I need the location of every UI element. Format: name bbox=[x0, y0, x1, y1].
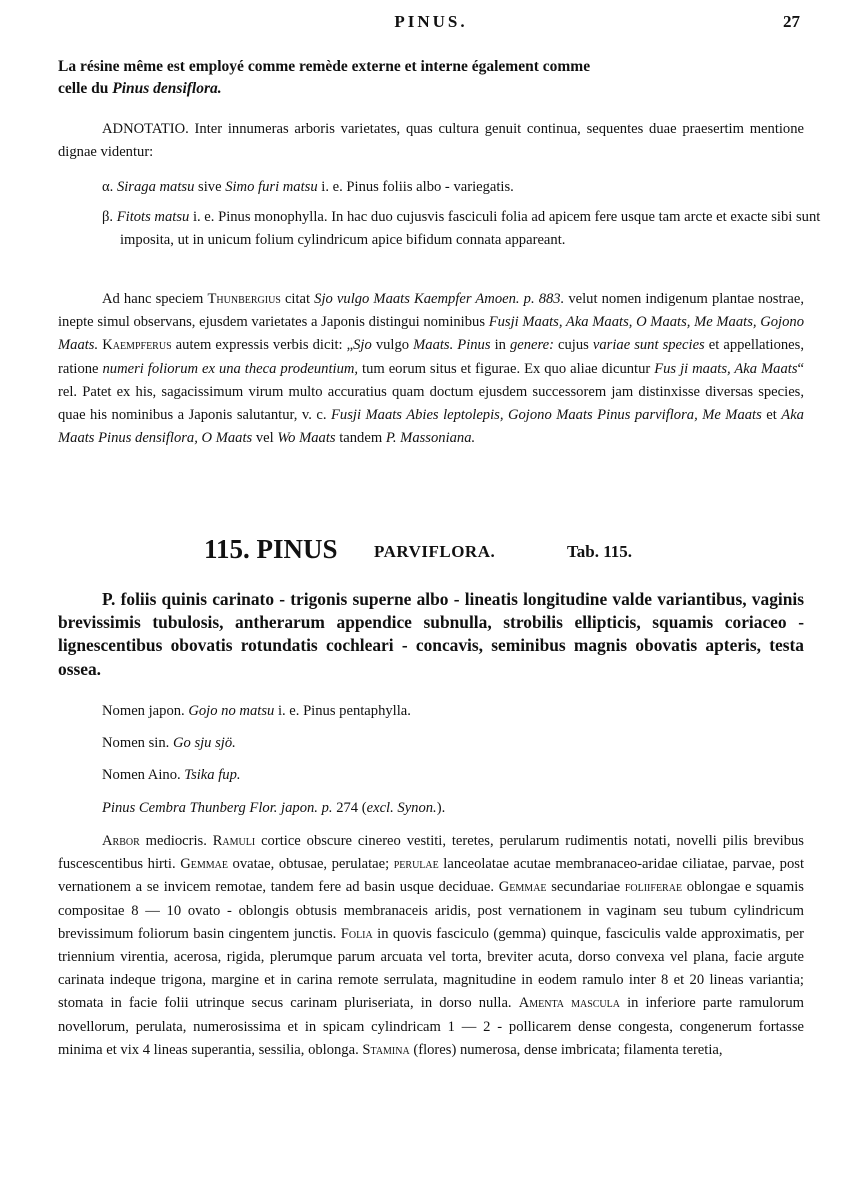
thunberg-paragraph: Ad hanc speciem Thunbergius citat Sjo vulgo Maats Kaempfer Amoen. p. 883. velut nomen indigenum plantae nostrae, inepte simul observans, ejusdem varietates a Japonis distingui nominibus Fusji Maats, Aka Maats, O Maats, Me Maats, Gojono Maats. Kaempferus autem expressis verbis dicit: „Sjo vulgo Maats. Pinus in genere: cujus variae sunt species et appellationes, ratione numeri foliorum ex una theca prodeuntium, tum eorum situs et figurae. Ex quo aliae dicuntur Fus ji maats, Aka Maats“ rel. Patet ex his, sagacissimum virum multo accuratius quam doctum ejusdem successorem jam distinxisse diversas species, quae his nominibus a Japonis salutantur, v. c. Fusji Maats Abies leptolepis, Gojono Maats Pinus parviflora, Me Maats et Aka Maats Pinus densiflora, O Maats vel Wo Maats tandem P. Massoniana. bbox=[58, 291, 804, 447]
plate-reference: Tab. 115. bbox=[567, 542, 633, 561]
intro-paragraph bbox=[58, 56, 804, 100]
name-japanese: Nomen japon. Gojo no matsu i. e. Pinus pentaphylla. bbox=[102, 703, 411, 719]
author-kaempferus: Kaempferus bbox=[102, 337, 172, 354]
synonym-citation: Pinus Cembra Thunberg Flor. japon. p. 274 (excl. Synon.). bbox=[102, 800, 446, 816]
species-heading bbox=[0, 534, 862, 568]
adnotatio-lead: ADNOTATIO. bbox=[102, 121, 189, 137]
diagnosis-paragraph: P. foliis quinis carinato - trigonis superne albo - lineatis longitudine valde variantibus, vaginis brevissimis tubulosis, antherarum appendice subnulla, strobilis ellipticis, squamis coriaceo - lignescentibus obovatis rotundatis cochleari - concavis, seminibus magnis obovatis apteris, testa ossea. bbox=[58, 589, 804, 679]
intro-line-1: La résine même est employé comme remède externe et interne également comme bbox=[58, 58, 591, 75]
term-ramuli: Ramuli bbox=[212, 833, 256, 849]
running-header bbox=[0, 12, 862, 36]
term-stamina: Stamina bbox=[362, 1041, 410, 1058]
variety-beta-label: β. bbox=[102, 209, 114, 225]
term-perulae: perulae bbox=[393, 856, 439, 873]
variety-alpha: α. Siraga matsu sive Simo furi matsu i. e. Pinus foliis albo - variegatis. bbox=[102, 179, 514, 195]
description-paragraph: Arbor mediocris. Ramuli cortice obscure cinereo vestiti, teretes, perularum rudimentis notati, novelli pilis brevibus fuscescentibus hirti. Gemmae ovatae, obtusae, perulatae; perulae lanceolatae acutae membranaceo-aridae ciliatae, parvae, post vernationem a se invicem remotae, tandem fere ad basin usque deciduae. Gemmae secundariae foliiferae oblongae e squamis compositae 8 — 10 ovato - oblongis obtusis membranaceis aridis, post vernationem in vaginam seu tubum cylindricum brevissimum foliorum basin cingentem junctis. Folia in quovis fasciculo (gemma) quinque, fasciculis valde approximatis, per triennium virentia, acerosa, rigida, plerumque parum arcuata vel torta, breviter acuta, dorso convexa vel plana, facie argute carinata indeque trigona, margine et in carina remote serrulata, magnitudine in eodem ramulo inter 8 et 20 lineas variantia; stomata in facie folii utrinque secus carinam pluriseriata, in dorso nulla. Amenta mascula in inferiore parte ramulorum novellorum, perulata, numerosissima et in spicam cylindricam 1 — 2 - pollicarem dense congesta, congenerum fortasse minima et vix 4 lineas superantia, sessilia, oblonga. Stamina (flores) numerosa, dense imbricata; filamenta teretia, bbox=[58, 833, 804, 1058]
adnotatio-text: Inter innumeras arboris varietates, quas cultura genuit continua, sequentes duae praesertim mentione dignae videntur: bbox=[58, 121, 804, 161]
author-thunbergius: Thunbergius bbox=[207, 291, 281, 307]
term-gemmae-secundariae: Gemmae bbox=[498, 879, 547, 896]
species-number-name: 115. PINUS bbox=[204, 534, 338, 564]
variety-alpha-label: α. bbox=[102, 179, 114, 195]
variety-beta: β. Fitots matsu i. e. Pinus monophylla. In hac duo cujusvis fasciculi folia ad apicem fere usque tam arcte et exacte sibi sunt imposita, ut in unicum folium cylindricum apice bifidum connata appareant. bbox=[102, 209, 821, 249]
species-epithet: PARVIFLORA. bbox=[374, 542, 496, 561]
term-foliiferae: foliiferae bbox=[624, 879, 683, 896]
name-chinese: Nomen sin. Go sju sjö. bbox=[102, 735, 236, 751]
term-folia: Folia bbox=[340, 925, 373, 942]
intro-species-name: Pinus densiflora. bbox=[112, 80, 222, 97]
adnotatio-paragraph bbox=[58, 118, 804, 164]
name-aino: Nomen Aino. Tsika fup. bbox=[102, 767, 241, 783]
intro-line-2: celle du Pinus densiflora. bbox=[58, 80, 222, 97]
running-title: PINUS. bbox=[394, 12, 468, 31]
term-gemmae: Gemmae bbox=[180, 856, 228, 873]
page-number: 27 bbox=[783, 12, 800, 31]
term-amenta-mascula: Amenta mascula bbox=[518, 995, 620, 1012]
term-arbor: Arbor bbox=[102, 833, 140, 849]
